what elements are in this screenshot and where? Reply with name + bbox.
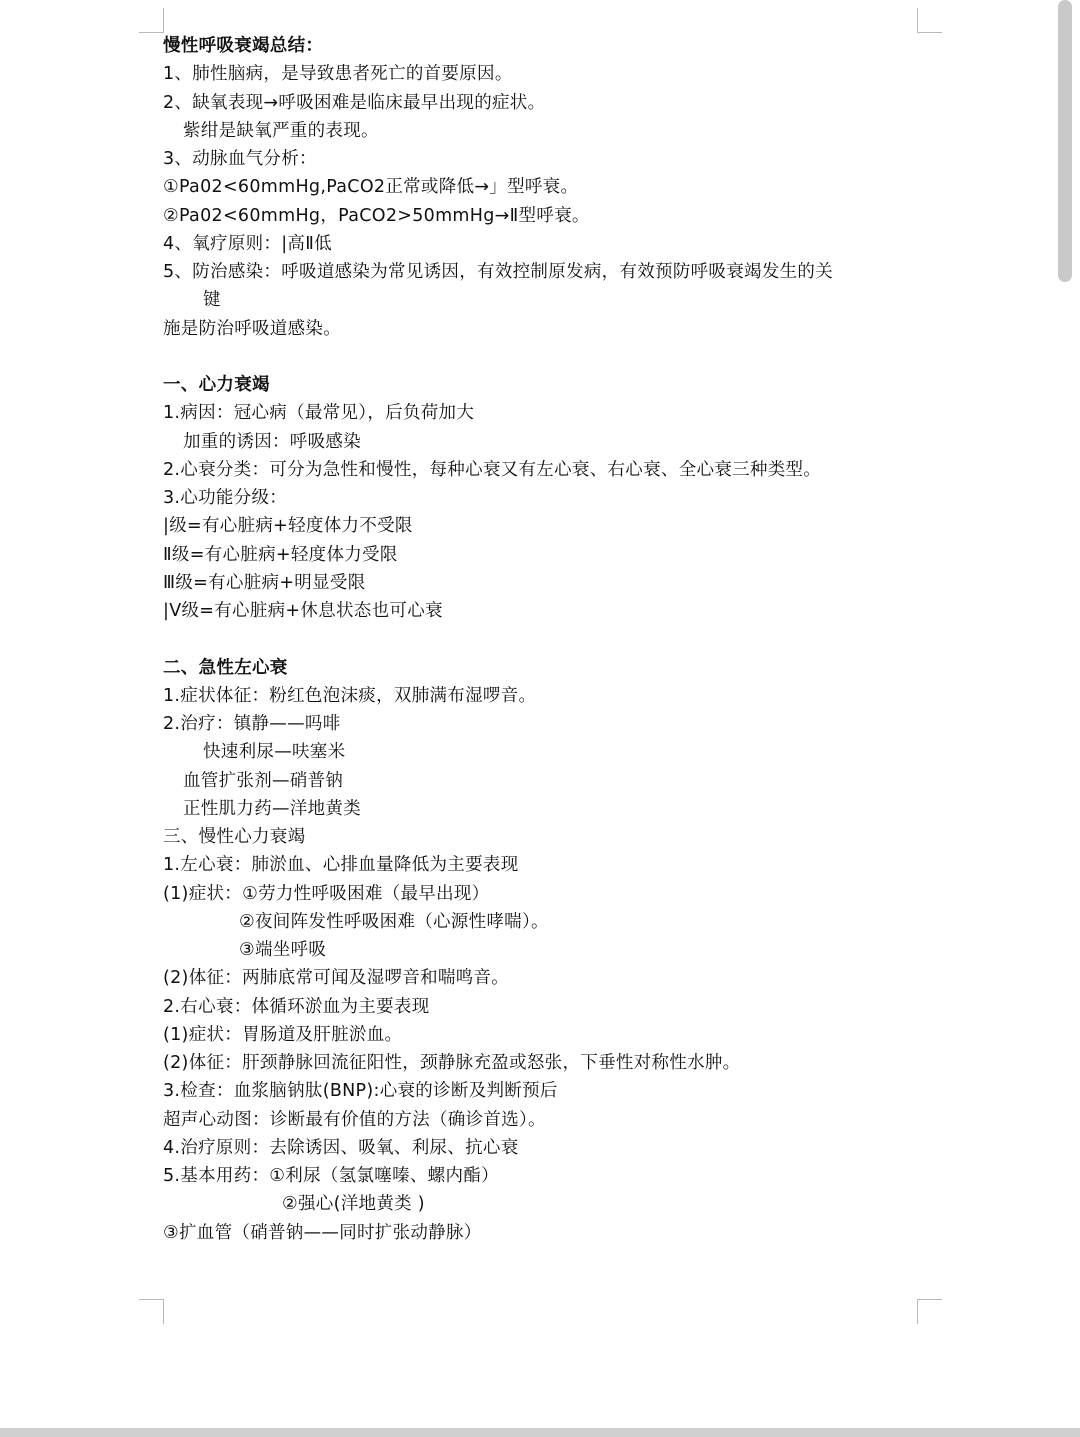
- text-line: Ⅲ级=有心脏病+明显受限: [163, 572, 366, 593]
- text-line: 施是防治呼吸道感染。: [163, 318, 341, 339]
- text-line: Ⅱ级=有心脏病+轻度体力受限: [163, 544, 398, 565]
- text-line: (1)症状：①劳力性呼吸困难（最早出现）: [163, 883, 490, 904]
- text-line: 1.症状体征：粉红色泡沫痰，双肺满布湿啰音。: [163, 685, 537, 706]
- text-line: 5.基本用药：①利尿（氢氯噻嗪、螺内酯）: [163, 1166, 499, 1186]
- text-line: ①Pa02<60mmHg,PaCO2正常或降低→」型呼衰。: [163, 177, 579, 198]
- text-line: 超声心动图：诊断最有价值的方法（确诊首选）。: [163, 1109, 546, 1130]
- text-line: 1.病因：冠心病（最常见），后负荷加大: [163, 403, 475, 424]
- text-line: ②强心(洋地黄类 ): [282, 1194, 425, 1215]
- section-heading: 二、急性左心衰: [163, 657, 288, 678]
- text-line: 2.右心衰：体循环淤血为主要表现: [163, 996, 430, 1017]
- text-line: ②Pa02<60mmHg，PaCO2>50mmHg→Ⅱ型呼衰。: [163, 205, 590, 226]
- text-line: ③扩血管（硝普钠——同时扩张动静脉）: [163, 1222, 482, 1243]
- vertical-scrollbar[interactable]: [1058, 0, 1072, 282]
- section-heading: 慢性呼吸衰竭总结：: [163, 36, 324, 56]
- text-line: (1)症状：胃肠道及肝脏淤血。: [163, 1024, 403, 1045]
- text-line: |V级=有心脏病+休息状态也可心衰: [163, 601, 443, 621]
- blank-line: [163, 625, 933, 653]
- text-line: 紫绀是缺氧严重的表现。: [183, 120, 379, 141]
- page-corner-mark: [139, 1299, 164, 1324]
- text-line: ③端坐呼吸: [239, 940, 327, 960]
- text-line: 正性肌力药—洋地黄类: [183, 798, 361, 819]
- text-line: 2.心衰分类：可分为急性和慢性，每种心衰又有左心衰、右心衰、全心衰三种类型。: [163, 459, 822, 480]
- page-corner-mark: [917, 8, 942, 33]
- blank-line: [163, 343, 933, 371]
- text-line: ②夜间阵发性呼吸困难（心源性哮喘）。: [239, 911, 549, 932]
- text-line: 3.检查：血浆脑钠肽(BNP):心衰的诊断及判断预后: [163, 1081, 558, 1102]
- document-body: [163, 32, 933, 1247]
- text-line: 2.治疗：镇静——吗啡: [163, 714, 341, 734]
- bottom-edge-bar: [0, 1428, 1080, 1437]
- text-line: 加重的诱因：呼吸感染: [183, 431, 361, 452]
- text-line: 3、动脉血气分析：: [163, 149, 317, 169]
- text-line: 2、缺氧表现→呼吸困难是临床最早出现的症状。: [163, 92, 546, 113]
- page-corner-mark: [139, 8, 164, 33]
- text-line: 3.心功能分级：: [163, 488, 288, 508]
- text-line: 血管扩张剂—硝普钠: [183, 770, 344, 791]
- text-line: 键: [203, 290, 221, 311]
- page-corner-mark: [917, 1299, 942, 1324]
- text-line: 5、防治感染：呼吸道感染为常见诱因，有效控制原发病，有效预防呼吸衰竭发生的关: [163, 262, 834, 282]
- text-line: 快速利尿—呋塞米: [203, 742, 346, 763]
- text-line: |级=有心脏病+轻度体力不受限: [163, 516, 413, 537]
- text-line: 1.左心衰：肺淤血、心排血量降低为主要表现: [163, 855, 519, 876]
- text-line: 4、氧疗原则：|高Ⅱ低: [163, 233, 332, 254]
- text-line: 三、慢性心力衰竭: [163, 827, 306, 847]
- text-line: 1、肺性脑病，是导致患者死亡的首要原因。: [163, 64, 513, 85]
- text-line: 4.治疗原则：去除诱因、吸氧、利尿、抗心衰: [163, 1137, 519, 1158]
- text-line: (2)体征：肝颈静脉回流征阳性，颈静脉充盈或怒张，下垂性对称性水肿。: [163, 1053, 741, 1073]
- section-heading: 一、心力衰竭: [163, 375, 270, 395]
- text-line: (2)体征：两肺底常可闻及湿啰音和喘鸣音。: [163, 968, 510, 989]
